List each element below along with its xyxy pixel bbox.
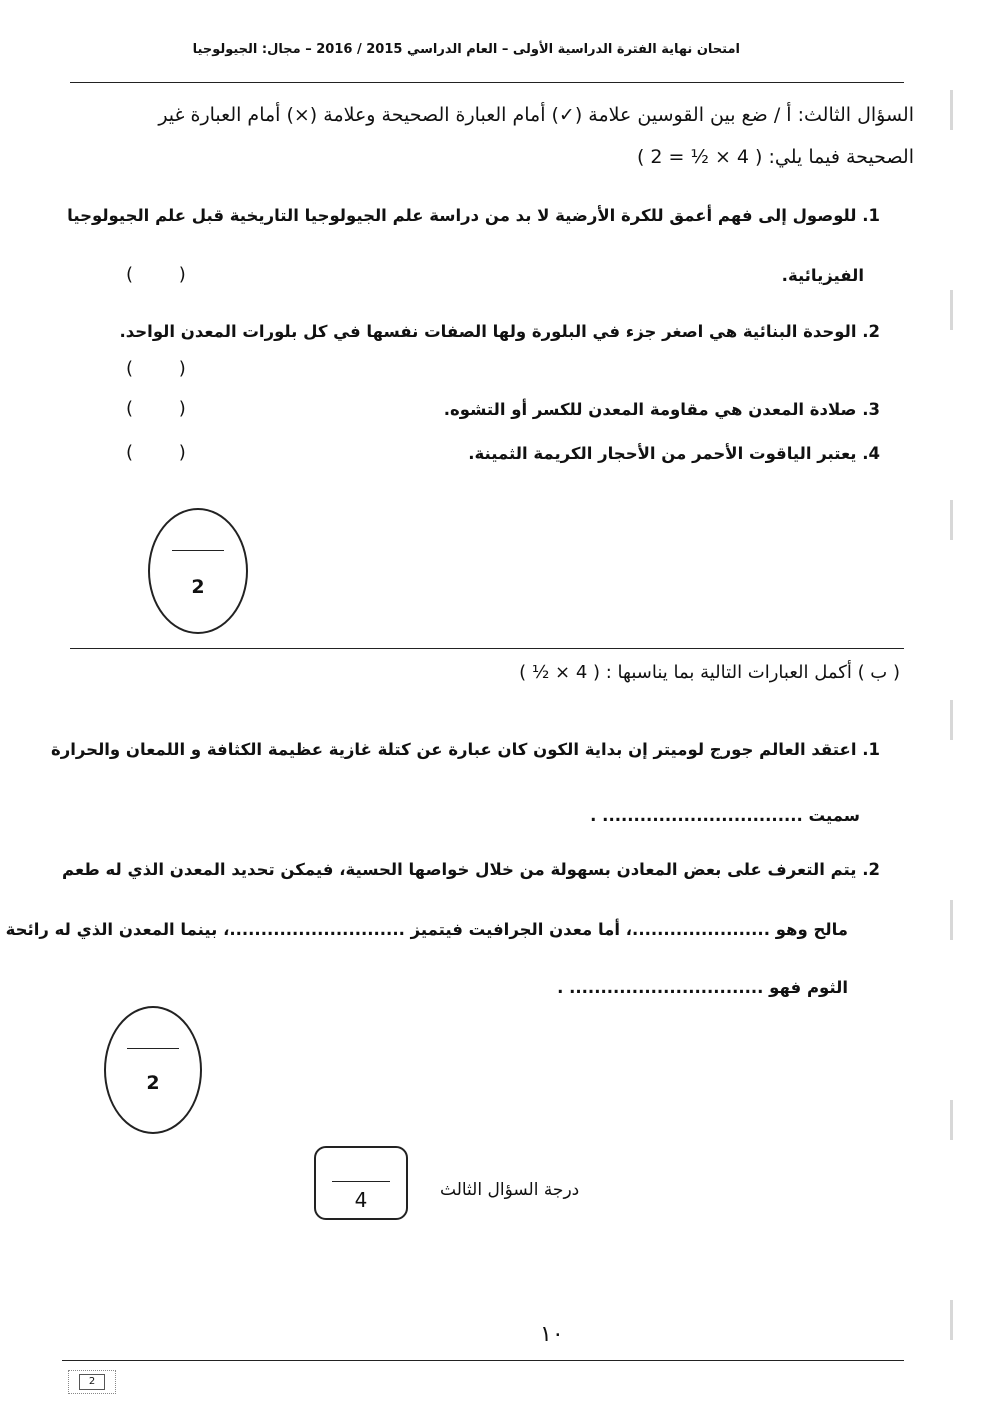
tf-item-2-text: الوحدة البنائية هي اصغر جزء في البلورة ولها الصفات نفسها في كل بلورات المعدن الواحد. xyxy=(119,322,857,341)
tf-item-2-number: 2. xyxy=(862,322,880,341)
fill-item-1 xyxy=(51,740,880,759)
total-score-label: درجة السؤال الثالث xyxy=(440,1180,580,1200)
tf-item-1 xyxy=(67,206,880,225)
tf-item-3-answer-box[interactable]: ( ) xyxy=(126,398,186,419)
question-a-title-line2: الصحيحة فيما يلي: ( 4 × ½ = 2 ) xyxy=(636,146,914,168)
score-oval-a-denominator: 2 xyxy=(191,576,205,598)
score-oval-a xyxy=(148,508,248,634)
question-a-title xyxy=(94,94,914,178)
scan-margin-mark xyxy=(950,1100,953,1140)
tf-item-3-number: 3. xyxy=(862,400,880,419)
fill-item-1-number: 1. xyxy=(862,740,880,759)
tf-item-3-text: صلادة المعدن هي مقاومة المعدن للكسر أو التشوه. xyxy=(443,400,857,419)
question-a-title-line1: السؤال الثالث: أ / ضع بين القوسين علامة (✓) أمام العبارة الصحيحة وعلامة (×) أمام العبارة غير xyxy=(158,104,914,126)
scan-margin-mark xyxy=(950,90,953,130)
handwritten-page-number: ١٠ xyxy=(540,1322,564,1347)
total-score-box xyxy=(314,1146,408,1220)
total-score-denominator: 4 xyxy=(354,1188,368,1212)
tf-item-1-answer-box[interactable]: ( ) xyxy=(126,264,186,285)
scan-margin-mark xyxy=(950,290,953,330)
fill-item-1-blank[interactable]: سميت ................................ . xyxy=(590,806,860,825)
tf-item-1-number: 1. xyxy=(862,206,880,225)
fill-item-2-line3[interactable]: الثوم فهو ............................... . xyxy=(557,978,848,997)
footer-page-number: 2 xyxy=(79,1374,105,1390)
tf-item-3 xyxy=(444,400,880,419)
fill-item-2-line1: يتم التعرف على بعض المعادن بسهولة من خلال خواصها الحسية، فيمكن تحديد المعدن الذي له طعم xyxy=(62,860,857,879)
tf-item-4 xyxy=(468,444,880,463)
footer-page-badge xyxy=(68,1370,116,1394)
tf-item-4-number: 4. xyxy=(862,444,880,463)
exam-header-title: امتحان نهاية الفترة الدراسية الأولى – العام الدراسي 2015 / 2016 – مجال: الجيولوجيا xyxy=(192,42,740,57)
tf-item-4-text: يعتبر الياقوت الأحمر من الأحجار الكريمة الثمينة. xyxy=(468,444,857,463)
question-b-title: ( ب ) أكمل العبارات التالية بما يناسبها : ( 4 × ½ ) xyxy=(519,662,900,683)
total-score-line xyxy=(332,1181,390,1182)
footer-divider xyxy=(62,1360,904,1361)
scan-margin-mark xyxy=(950,900,953,940)
fill-item-2-line2[interactable]: مالح وهو ......................، أما معدن الجرافيت فيتميز ............................، بينما المعدن الذي له رائحة xyxy=(5,920,848,939)
tf-item-1-continued: الفيزيائية. xyxy=(781,266,864,285)
score-oval-b-line xyxy=(127,1048,179,1049)
scan-margin-mark xyxy=(950,700,953,740)
tf-item-2 xyxy=(119,322,880,341)
score-oval-b xyxy=(104,1006,202,1134)
score-oval-b-denominator: 2 xyxy=(146,1072,160,1094)
header-divider xyxy=(70,82,904,83)
tf-item-2-answer-box[interactable]: ( ) xyxy=(126,358,186,379)
tf-item-4-answer-box[interactable]: ( ) xyxy=(126,442,186,463)
section-divider xyxy=(70,648,904,649)
fill-item-2 xyxy=(62,860,880,879)
tf-item-1-text: للوصول إلى فهم أعمق للكرة الأرضية لا بد من دراسة علم الجيولوجيا التاريخية قبل علم الجيولوجيا xyxy=(67,206,857,225)
fill-item-2-number: 2. xyxy=(862,860,880,879)
score-oval-a-line xyxy=(172,550,224,551)
scan-margin-mark xyxy=(950,1300,953,1340)
fill-item-1-line1: اعتقد العالم جورج لوميتر إن بداية الكون كان عبارة عن كتلة غازية عظيمة الكثافة و اللمعان والحرارة xyxy=(51,740,857,759)
scan-margin-mark xyxy=(950,500,953,540)
